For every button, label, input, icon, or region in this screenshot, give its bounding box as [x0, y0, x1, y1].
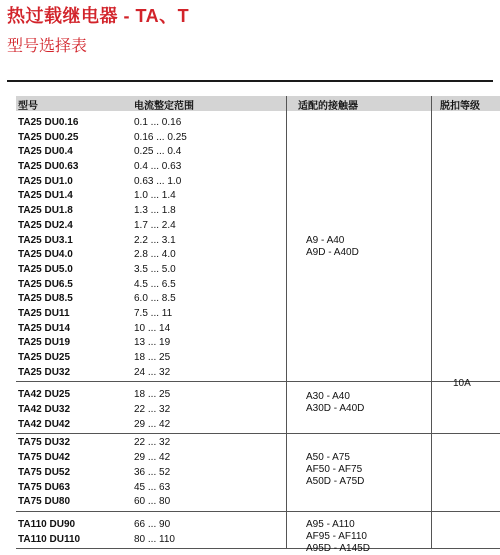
- range-cell: 0.4 ... 0.63: [134, 161, 182, 173]
- range-cell: 45 ... 63: [134, 481, 171, 493]
- col-header-range: 电流整定范围: [134, 101, 194, 112]
- model-cell: TA25 DU3.1: [18, 234, 73, 246]
- contactor-cell: [306, 391, 364, 415]
- table-row: [16, 336, 500, 351]
- trip-class-value: 10A: [453, 378, 471, 389]
- contactor-range: A30 - A40: [306, 391, 350, 403]
- table-row: [16, 451, 500, 466]
- table-row: [16, 466, 500, 481]
- model-cell: TA42 DU32: [18, 404, 71, 416]
- table-row: [16, 418, 500, 433]
- model-cell: TA25 DU0.4: [18, 146, 73, 158]
- model-cell: TA25 DU32: [18, 366, 71, 378]
- range-cell: 18 ... 25: [134, 389, 171, 401]
- model-cell: TA25 DU14: [18, 322, 71, 334]
- table-row: [16, 263, 500, 278]
- range-cell: 24 ... 32: [134, 366, 171, 378]
- table-header: [16, 96, 500, 111]
- table-body: [16, 111, 500, 554]
- model-cell: TA75 DU63: [18, 481, 71, 493]
- table-row: [16, 530, 500, 548]
- range-cell: 0.25 ... 0.4: [134, 146, 182, 158]
- title-divider: [7, 80, 493, 82]
- table-row: [16, 189, 500, 204]
- table-group: [16, 512, 500, 554]
- range-cell: 0.1 ... 0.16: [134, 117, 182, 128]
- range-cell: 60 ... 80: [134, 496, 171, 508]
- table-row: [16, 351, 500, 366]
- range-cell: 10 ... 14: [134, 322, 171, 334]
- page-subtitle: 型号选择表: [7, 38, 88, 55]
- table-row: [16, 248, 500, 263]
- range-cell: 29 ... 42: [134, 418, 171, 430]
- model-cell: TA25 DU4.0: [18, 249, 73, 261]
- table-row: [16, 160, 500, 175]
- contactor-range: AF95 - AF110: [306, 530, 367, 542]
- range-cell: 18 ... 25: [134, 352, 171, 363]
- range-cell: 4.5 ... 6.5: [134, 278, 176, 290]
- page-title: 热过载继电器 - TA、T: [7, 6, 190, 26]
- model-cell: TA25 DU8.5: [18, 293, 73, 305]
- contactor-range: A95 - A110: [306, 518, 355, 530]
- model-cell: TA25 DU1.4: [18, 190, 73, 202]
- table-group: [16, 434, 500, 511]
- contactor-range: AF50 - AF75: [306, 464, 363, 476]
- range-cell: 7.5 ... 11: [134, 307, 173, 319]
- table-row: [16, 403, 500, 418]
- model-cell: TA110 DU90: [18, 518, 76, 530]
- model-cell: TA110 DU110: [18, 533, 81, 545]
- contactor-range: A50 - A75: [306, 452, 350, 464]
- model-cell: TA25 DU2.4: [18, 219, 73, 231]
- range-cell: 36 ... 52: [134, 466, 171, 478]
- range-cell: 0.16 ... 0.25: [134, 131, 187, 143]
- col-header-contactor: 适配的接触器: [298, 101, 358, 112]
- contactor-range: A95D - A145D: [306, 542, 370, 554]
- table-row: [16, 518, 500, 533]
- table-row: [16, 234, 500, 249]
- range-cell: 1.7 ... 2.4: [134, 219, 176, 231]
- column-divider: [431, 96, 432, 549]
- table-row: [16, 322, 500, 337]
- range-cell: 1.0 ... 1.4: [134, 190, 176, 202]
- table-row: [16, 175, 500, 190]
- range-cell: 2.8 ... 4.0: [134, 249, 176, 261]
- model-cell: TA25 DU6.5: [18, 278, 73, 290]
- model-cell: TA75 DU32: [18, 437, 71, 449]
- selection-table: [16, 96, 500, 554]
- range-cell: 6.0 ... 8.5: [134, 293, 176, 305]
- table-row: [16, 481, 500, 496]
- range-cell: 13 ... 19: [134, 337, 171, 349]
- model-cell: TA25 DU25: [18, 352, 71, 363]
- range-cell: 0.63 ... 1.0: [134, 175, 182, 187]
- range-cell: 22 ... 32: [134, 437, 171, 449]
- table-row: [16, 131, 500, 146]
- table-row: [16, 495, 500, 510]
- table-row: [16, 116, 500, 131]
- contactor-cell: [306, 519, 370, 555]
- range-cell: 2.2 ... 3.1: [134, 234, 176, 246]
- column-divider: [286, 96, 287, 549]
- contactor-range: A30D - A40D: [306, 403, 365, 415]
- table-row: [16, 278, 500, 293]
- model-cell: TA25 DU19: [18, 337, 71, 349]
- contactor-range: A9D - A40D: [306, 247, 359, 258]
- range-cell: 80 ... 110: [134, 533, 175, 545]
- table-row: [16, 307, 500, 322]
- table-row: [16, 436, 500, 451]
- table-row: [16, 219, 500, 234]
- table-row: [16, 204, 500, 219]
- table-row: [16, 366, 500, 381]
- table-row: [16, 292, 500, 307]
- contactor-cell: [306, 235, 359, 259]
- model-cell: TA75 DU52: [18, 466, 71, 478]
- model-cell: TA25 DU0.25: [18, 131, 79, 143]
- contactor-range: A9 - A40: [306, 235, 345, 246]
- range-cell: 29 ... 42: [134, 452, 171, 464]
- model-cell: TA25 DU0.63: [18, 161, 79, 173]
- range-cell: 3.5 ... 5.0: [134, 263, 176, 275]
- range-cell: 1.3 ... 1.8: [134, 205, 176, 217]
- model-cell: TA75 DU42: [18, 452, 71, 464]
- table-row: [16, 388, 500, 403]
- contactor-cell: [306, 452, 364, 488]
- model-cell: TA42 DU25: [18, 389, 71, 401]
- model-cell: TA42 DU42: [18, 418, 71, 430]
- model-cell: TA75 DU80: [18, 496, 71, 508]
- col-header-model: 型号: [18, 101, 38, 112]
- contactor-range: A50D - A75D: [306, 476, 365, 488]
- col-header-trip-class: 脱扣等级: [440, 101, 480, 112]
- table-group: [16, 111, 500, 382]
- table-row: [16, 145, 500, 160]
- range-cell: 66 ... 90: [134, 518, 171, 530]
- model-cell: TA25 DU5.0: [18, 263, 73, 275]
- range-cell: 22 ... 32: [134, 404, 171, 416]
- model-cell: TA25 DU1.0: [18, 175, 73, 187]
- table-group: [16, 382, 500, 434]
- model-cell: TA25 DU1.8: [18, 205, 73, 217]
- model-cell: TA25 DU0.16: [18, 117, 79, 128]
- model-cell: TA25 DU11: [18, 307, 70, 319]
